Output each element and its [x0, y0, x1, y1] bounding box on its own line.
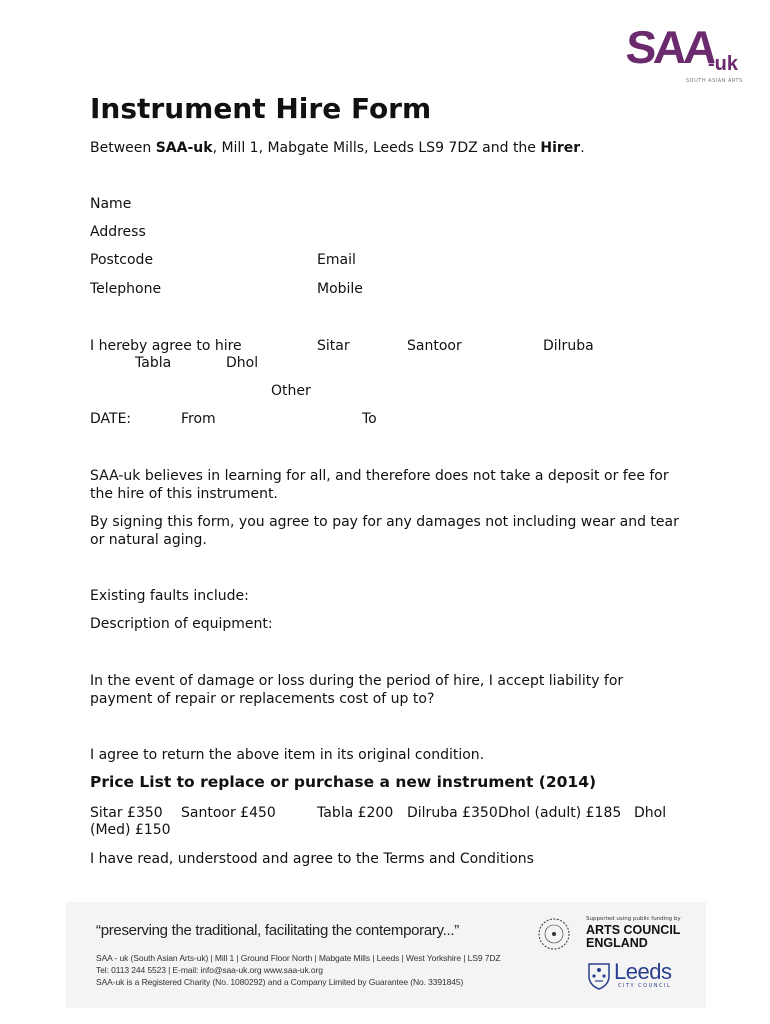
- price-item-continuation: (Med) £150: [90, 822, 171, 838]
- arts-council-funding-note: Supported using public funding by: [586, 916, 681, 922]
- price-item: Dhol: [634, 805, 667, 821]
- intro-text-1: Between: [90, 140, 156, 156]
- footer-charity: SAA-uk is a Registered Charity (No. 1080292) and a Company Limited by Guarantee (No. 3391845): [96, 977, 464, 987]
- leeds-city-council-text: CITY COUNCIL: [618, 983, 672, 989]
- logo-tagline: SOUTH ASIAN ARTS: [686, 78, 743, 84]
- footer-quote: “preserving the traditional, facilitating the contemporary...”: [96, 922, 459, 939]
- existing-faults-label: Existing faults include:: [90, 588, 249, 604]
- price-item: Sitar £350: [90, 805, 163, 821]
- instrument-option: Sitar: [317, 338, 350, 354]
- date-label: DATE:: [90, 411, 132, 427]
- deposit-paragraph: SAA-uk believes in learning for all, and therefore does not take a deposit or fee for the hire of this instrument.: [90, 468, 669, 502]
- arts-council-seal-icon: [536, 916, 572, 952]
- intro-text-2: , Mill 1, Mabgate Mills, Leeds LS9 7DZ and the: [212, 140, 541, 156]
- arts-council-line-2: ENGLAND: [586, 936, 648, 950]
- leeds-logo-text: Leeds: [614, 959, 672, 984]
- intro-org: SAA-uk: [155, 140, 213, 156]
- arts-council-logo: [586, 924, 680, 950]
- email-label: Email: [317, 252, 356, 268]
- postcode-label: Postcode: [90, 252, 154, 268]
- hire-agree-label: I hereby agree to hire: [90, 338, 242, 354]
- equipment-description-label: Description of equipment:: [90, 616, 273, 632]
- saa-uk-logo: [624, 21, 744, 88]
- page-title: Instrument Hire Form: [90, 92, 432, 125]
- instrument-option: Dhol: [226, 355, 259, 371]
- return-paragraph: I agree to return the above item in its original condition.: [90, 747, 485, 763]
- address-label: Address: [90, 224, 146, 240]
- footer-address: SAA - uk (South Asian Arts-uk) | Mill 1 | Ground Floor North | Mabgate Mills | Leeds | West Yorkshire | LS9 7DZ: [96, 953, 501, 963]
- price-list-title: Price List to replace or purchase a new instrument (2014): [90, 773, 597, 791]
- price-item: Tabla £200: [317, 805, 394, 821]
- mobile-label: Mobile: [317, 281, 363, 297]
- name-label: Name: [90, 196, 132, 212]
- leeds-crest-icon: [586, 960, 612, 990]
- date-from-label: From: [181, 411, 216, 427]
- intro-hirer: Hirer: [540, 140, 581, 156]
- logo-suffix-text: -uk: [708, 53, 738, 75]
- instrument-option: Dilruba: [543, 338, 594, 354]
- price-item: Dhol (adult) £185: [498, 805, 622, 821]
- instrument-option: Santoor: [407, 338, 462, 354]
- footer-contact: Tel: 0113 244 5523 | E-mail: info@saa-uk.org www.saa-uk.org: [96, 965, 323, 975]
- intro-line: [90, 139, 585, 157]
- telephone-label: Telephone: [90, 281, 162, 297]
- price-item: Dilruba £350: [407, 805, 498, 821]
- intro-text-3: .: [580, 140, 585, 156]
- damages-paragraph: By signing this form, you agree to pay for any damages not including wear and tear or natural aging.: [90, 514, 679, 548]
- date-to-label: To: [362, 411, 377, 427]
- terms-statement: I have read, understood and agree to the Terms and Conditions: [90, 851, 534, 867]
- price-item: Santoor £450: [181, 805, 276, 821]
- liability-paragraph: In the event of damage or loss during the period of hire, I accept liability for payment of repair or replacements cost of up to?: [90, 673, 624, 707]
- instrument-other-label: Other: [271, 383, 311, 399]
- logo-main-text: SAA: [624, 21, 716, 73]
- instrument-option: Tabla: [135, 355, 172, 371]
- footer-banner: [66, 902, 706, 1008]
- arts-council-line-1: ARTS COUNCIL: [586, 923, 681, 937]
